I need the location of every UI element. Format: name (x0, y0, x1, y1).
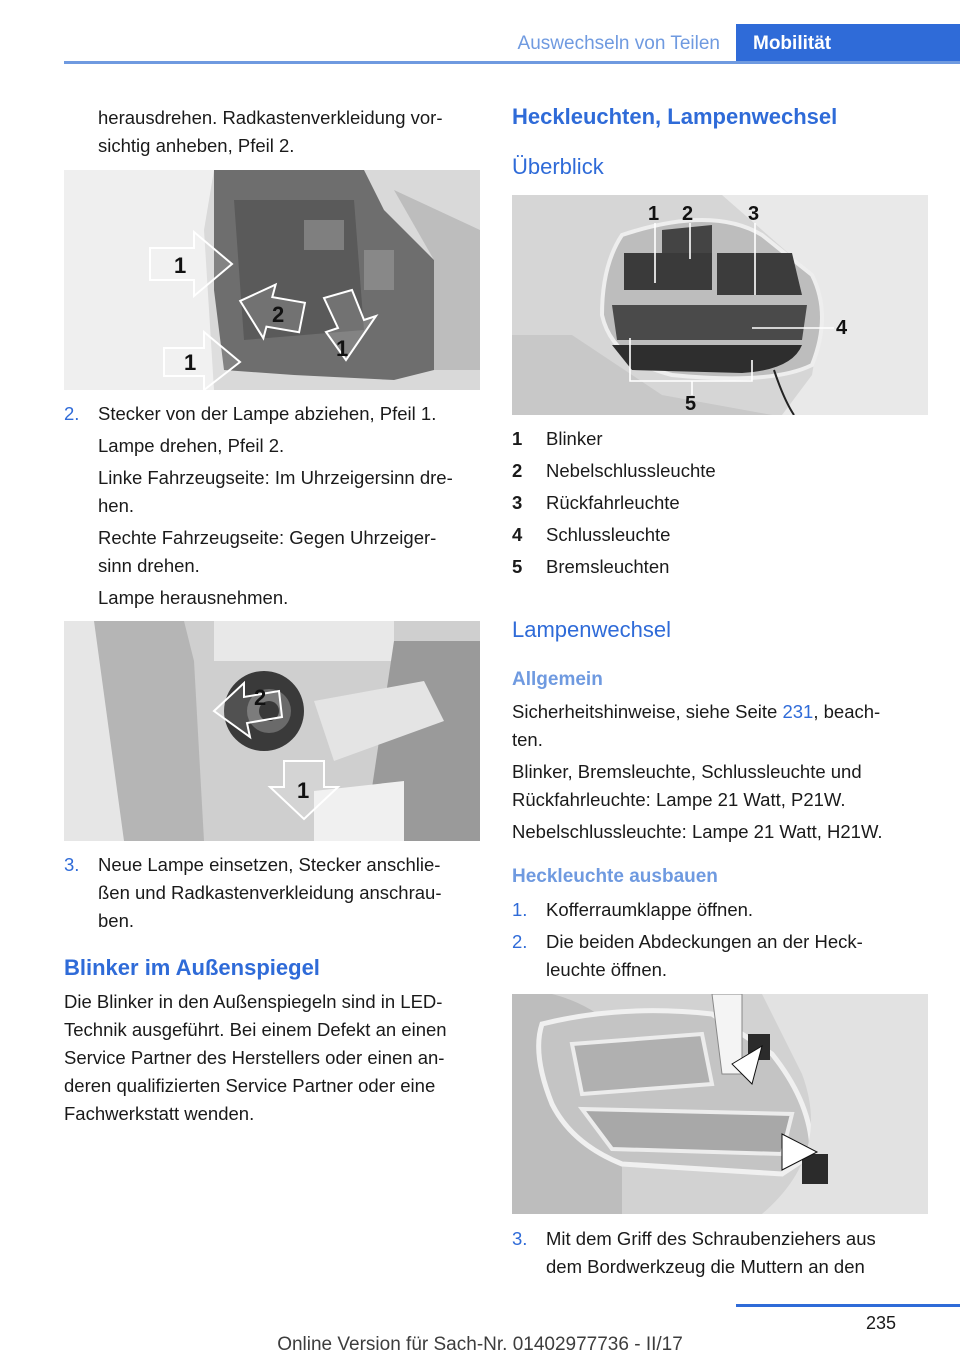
heading-allgemein: Allgemein (512, 669, 603, 690)
figure-tail-light-overview (512, 195, 928, 415)
figure-tail-light-covers (512, 994, 928, 1214)
step-2-line: sinn drehen. (98, 555, 200, 576)
intro-line-2: sichtig anheben, Pfeil 2. (98, 135, 295, 156)
page-link-231[interactable]: 231 (782, 701, 814, 722)
safety-note-line-1 (512, 698, 928, 726)
figure-wheel-arch-illustration (64, 170, 480, 390)
safety-note-line-2: ten. (512, 729, 543, 750)
legend-number: 1 (512, 428, 523, 449)
figure-lamp-socket-illustration (64, 621, 480, 841)
figure-tail-light-covers-illustration (512, 994, 928, 1214)
remove-step-line: leuchte öffnen. (546, 959, 668, 980)
mirror-text-line: Die Blinker in den Außenspiegeln sind in LED- (64, 991, 443, 1012)
safety-note-text: Sicherheitshinweise, siehe Seite (512, 701, 783, 722)
legend-number: 5 (512, 556, 523, 577)
remove-step-line: Die beiden Abdeckungen an der Heck‐ (546, 931, 863, 952)
figure-lamp-socket (64, 621, 480, 841)
step-2-line: Lampe drehen, Pfeil 2. (98, 435, 285, 456)
fig2-label-1: 1 (297, 778, 310, 803)
safety-note-text: , beach‐ (813, 701, 881, 722)
step-2-line: Rechte Fahrzeugseite: Gegen Uhrzeiger‐ (98, 527, 437, 548)
remove-step-line: dem Bordwerkzeug die Muttern an den (546, 1256, 865, 1277)
header-rule (64, 61, 960, 64)
step-3-number: 3. (64, 854, 80, 875)
remove-step-line: Kofferraumklappe öffnen. (546, 899, 754, 920)
header-chapter-tab: Mobilität (736, 24, 960, 64)
remove-step-1 (512, 896, 928, 924)
footer-rule (736, 1304, 960, 1307)
header-section-title: Auswechseln von Teilen (517, 33, 720, 54)
legend-number: 3 (512, 492, 523, 513)
legend-label: Blinker (546, 428, 603, 449)
step-2-line: hen. (98, 495, 135, 516)
fig3-label-3: 3 (748, 203, 760, 225)
figure-tail-light-illustration (512, 195, 928, 415)
fig2-label-2: 2 (254, 685, 267, 710)
bulbs-line-2: Rückfahrleuchte: Lampe 21 Watt, P21W. (512, 789, 846, 810)
intro-line-1: herausdrehen. Radkastenverkleidung vor‐ (98, 107, 443, 128)
fig3-label-5: 5 (685, 393, 697, 415)
mirror-text-line: deren qualifizierten Service Partner oder eine (64, 1075, 436, 1096)
legend-number: 4 (512, 524, 523, 545)
fig3-label-1: 1 (648, 203, 660, 225)
online-version-note: Online Version für Sach-Nr. 01402977736 - II/17 (277, 1334, 683, 1355)
mirror-text-line: Technik ausgeführt. Bei einem Defekt an einen (64, 1019, 447, 1040)
bulbs-line-1: Blinker, Bremsleuchte, Schlussleuchte und (512, 761, 862, 782)
page-number: 235 (865, 1313, 896, 1333)
remove-step-number: 1. (512, 899, 528, 920)
fig1-label-1b: 1 (184, 350, 197, 375)
remove-step-number: 3. (512, 1228, 528, 1249)
step-2 (64, 400, 480, 612)
heading-blinker-aussenspiegel: Blinker im Außenspiegel (64, 955, 320, 980)
figure-wheel-arch-lining (64, 170, 480, 390)
legend-label: Bremsleuchten (546, 556, 670, 577)
remove-step-number: 2. (512, 931, 528, 952)
legend-item (512, 521, 670, 549)
mirror-text-line: Fachwerkstatt wenden. (64, 1103, 255, 1124)
step-3-line: ßen und Radkastenverkleidung anschrau‐ (98, 882, 442, 903)
fig3-label-4: 4 (836, 317, 848, 339)
legend-item (512, 457, 716, 485)
mirror-paragraph (64, 988, 480, 1128)
legend-label: Nebelschlussleuchte (546, 460, 716, 481)
fig1-label-1a: 1 (174, 253, 187, 278)
remove-step-3 (512, 1225, 928, 1281)
legend-item (512, 489, 680, 517)
legend-item (512, 425, 603, 453)
step-2-line: Stecker von der Lampe abziehen, Pfeil 1. (98, 403, 437, 424)
step-3-line: ben. (98, 910, 135, 931)
step-3 (64, 851, 480, 935)
step-2-line: Linke Fahrzeugseite: Im Uhrzeigersinn dre‐ (98, 467, 453, 488)
legend-number: 2 (512, 460, 523, 481)
mirror-text-line: Service Partner des Herstellers oder einen an‐ (64, 1047, 445, 1068)
remove-step-line: Mit dem Griff des Schraubenziehers aus (546, 1228, 876, 1249)
step-2-line: Lampe herausnehmen. (98, 587, 289, 608)
heading-heckleuchten: Heckleuchten, Lampenwechsel (512, 104, 838, 129)
fog-bulb-line: Nebelschlussleuchte: Lampe 21 Watt, H21W. (512, 821, 883, 842)
heading-heckleuchte-ausbauen: Heckleuchte ausbauen (512, 866, 718, 887)
legend-label: Rückfahrleuchte (546, 492, 680, 513)
legend-label: Schlussleuchte (546, 524, 671, 545)
legend-item (512, 553, 669, 581)
heading-lampenwechsel: Lampenwechsel (512, 617, 671, 642)
remove-step-2 (512, 928, 928, 984)
heading-ueberblick: Überblick (512, 154, 604, 179)
step-2-number: 2. (64, 403, 80, 424)
fig1-label-2: 2 (272, 302, 285, 327)
fig1-label-1c: 1 (336, 336, 349, 361)
fig3-label-2: 2 (682, 203, 694, 225)
step-3-line: Neue Lampe einsetzen, Stecker anschlie‐ (98, 854, 441, 875)
